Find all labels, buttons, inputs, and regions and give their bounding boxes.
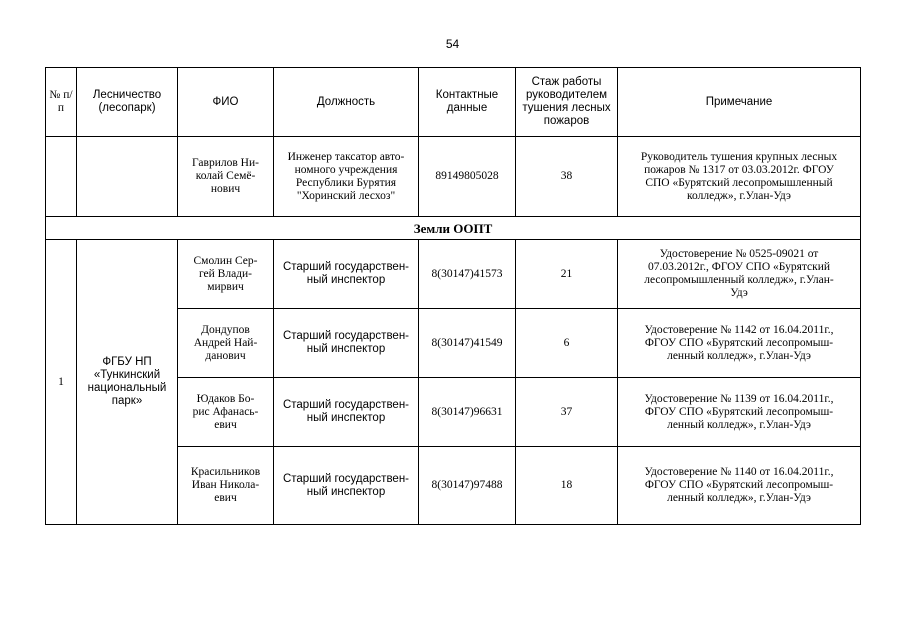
cell-name: Юдаков Бо- рис Афанась- евич — [178, 378, 274, 447]
page-number: 54 — [445, 37, 460, 51]
cell-contacts: 8(30147)41573 — [419, 240, 516, 309]
cell-position: Старший государствен- ный инспектор — [274, 378, 419, 447]
cell-note: Удостоверение № 1142 от 16.04.2011г., ФГОУ СПО «Бурятский лесопромыш- ленный колледж», г.Улан-Удэ — [618, 309, 861, 378]
cell-forestry — [77, 137, 178, 217]
cell-position: Старший государствен- ный инспектор — [274, 447, 419, 525]
cell-forestry: ФГБУ НП «Тункинский национальный парк» — [77, 240, 178, 525]
cell-contacts: 8(30147)41549 — [419, 309, 516, 378]
cell-name: Красильников Иван Никола- евич — [178, 447, 274, 525]
header-forestry: Лесничество (лесопарк) — [77, 68, 178, 137]
cell-name: Смолин Сер- гей Влади- мирвич — [178, 240, 274, 309]
table-row — [46, 137, 861, 217]
cell-num: 1 — [46, 240, 77, 525]
header-note: Примечание — [618, 68, 861, 137]
header-position: Должность — [274, 68, 419, 137]
section-title: Земли ООПТ — [46, 217, 861, 240]
header-num: № п/п — [46, 68, 77, 137]
cell-experience: 6 — [516, 309, 618, 378]
cell-contacts: 8(30147)97488 — [419, 447, 516, 525]
cell-note: Удостоверение № 1139 от 16.04.2011г., ФГОУ СПО «Бурятский лесопромыш- ленный колледж», г.Улан-Удэ — [618, 378, 861, 447]
cell-position: Старший государствен- ный инспектор — [274, 309, 419, 378]
cell-num — [46, 137, 77, 217]
cell-experience: 37 — [516, 378, 618, 447]
cell-note: Удостоверение № 0525-09021 от 07.03.2012г., ФГОУ СПО «Бурятский лесопромышленный колледж», г.Улан- Удэ — [618, 240, 861, 309]
header-name: ФИО — [178, 68, 274, 137]
cell-name: Гаврилов Ни- колай Семё- нович — [178, 137, 274, 217]
cell-position: Инженер таксатор авто- номного учреждения Республики Бурятия "Хоринский лесхоз" — [274, 137, 419, 217]
cell-note: Руководитель тушения крупных лесных пожаров № 1317 от 03.03.2012г. ФГОУ СПО «Бурятский лесопромышленный колледж», г.Улан-Удэ — [618, 137, 861, 217]
staff-table — [45, 67, 861, 525]
table-header-row — [46, 68, 861, 137]
cell-experience: 38 — [516, 137, 618, 217]
cell-contacts: 89149805028 — [419, 137, 516, 217]
cell-experience: 21 — [516, 240, 618, 309]
cell-name: Дондупов Андрей Най- данович — [178, 309, 274, 378]
cell-experience: 18 — [516, 447, 618, 525]
header-experience: Стаж работы руководителем тушения лесных пожаров — [516, 68, 618, 137]
cell-note: Удостоверение № 1140 от 16.04.2011г., ФГОУ СПО «Бурятский лесопромыш- ленный колледж», г.Улан-Удэ — [618, 447, 861, 525]
cell-contacts: 8(30147)96631 — [419, 378, 516, 447]
header-contacts: Контактные данные — [419, 68, 516, 137]
table-row — [46, 240, 861, 309]
cell-position: Старший государствен- ный инспектор — [274, 240, 419, 309]
section-row — [46, 217, 861, 240]
